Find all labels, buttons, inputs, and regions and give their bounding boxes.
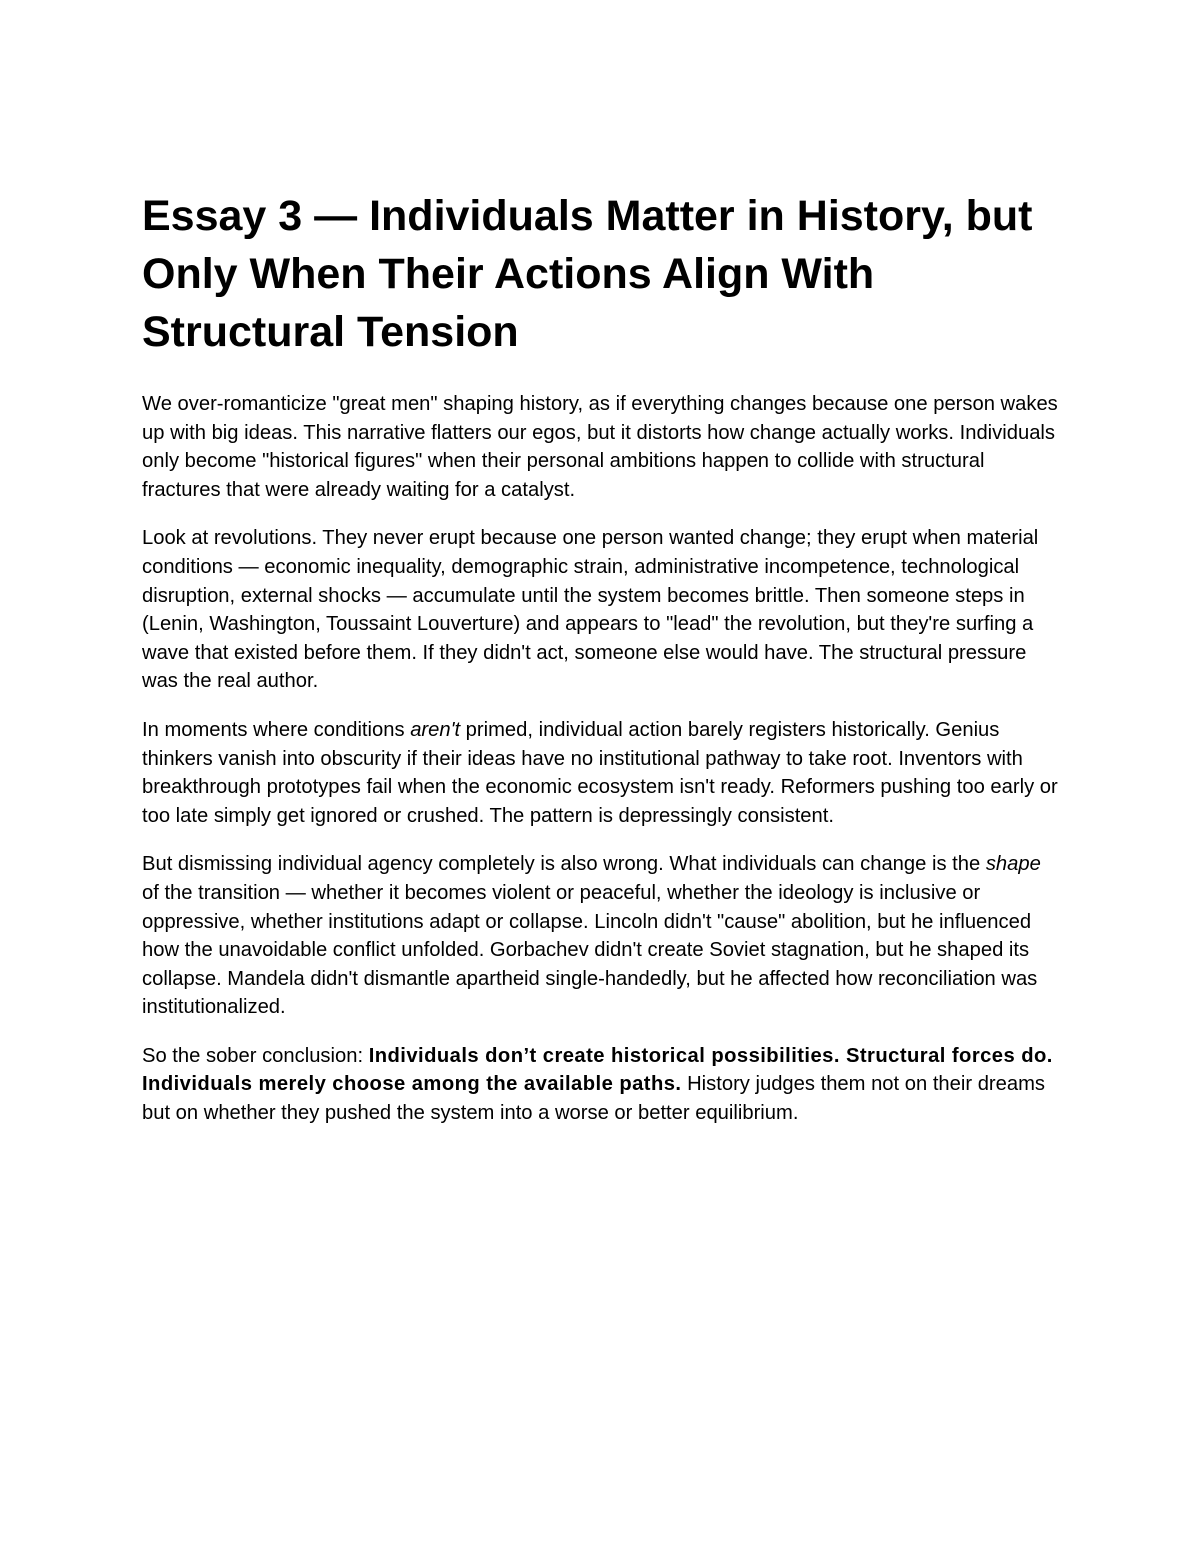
paragraph-4-text-end: of the transition — whether it becomes violent or peaceful, whether the ideology is inclusive or oppressive, whether institutions adapt or collapse. Lincoln didn't "cause" abolition, but he influenced how the unavoidable conflict unfolded. Gorbachev didn't create Soviet stagnation, but he shaped its collapse. Mandela didn't dismantle apartheid single-handedly, but he affected how reconciliation was institutionalized. (142, 881, 1038, 1019)
essay-body (142, 187, 1062, 1148)
paragraph-3-text-start: In moments where conditions (142, 718, 411, 741)
paragraph-5 (142, 1042, 1062, 1128)
paragraph-5-text-end: History judges them not on their dreams but on whether they pushed the system into a worse or better equilibrium. (142, 1073, 1046, 1125)
paragraph-3 (142, 716, 1062, 830)
paragraph-4-text-start: But dismissing individual agency completely is also wrong. What individuals can change is the (142, 853, 986, 876)
paragraph-5-bold-conclusion: Individuals don’t create historical possibilities. Structural forces do. Individuals merely choose among the available paths. (142, 1044, 1053, 1096)
paragraph-3-text-end: primed, individual action barely registers historically. Genius thinkers vanish into obscurity if their ideas have no institutional pathway to take root. Inventors with breakthrough prototypes fail when the economic ecosystem isn't ready. Reformers pushing too early or too late simply get ignored or crushed. The pattern is depressingly consistent. (142, 718, 1058, 827)
paragraph-1: We over-romanticize "great men" shaping history, as if everything changes because one person wakes up with big ideas. This narrative flatters our egos, but it distorts how change actually works. Individuals only become "historical figures" when their personal ambitions happen to collide with structural fractures that were already waiting for a catalyst. (142, 393, 1058, 501)
paragraph-3-italic: aren't (410, 718, 461, 741)
paragraph-2: Look at revolutions. They never erupt because one person wanted change; they erupt when material conditions — economic inequality, demographic strain, administrative incompetence, technological disruption, external shocks — accumulate until the system becomes brittle. Then someone steps in (Lenin, Washington, Toussaint Louverture) and appears to "lead" the revolution, but they're surfing a wave that existed before them. If they didn't act, someone else would have. The structural pressure was the real author. (142, 527, 1039, 693)
paragraph-4 (142, 850, 1062, 1022)
paragraph-4-italic: shape (985, 853, 1041, 876)
essay-title: Essay 3 — Individuals Matter in History, but Only When Their Actions Align With Structural Tension (142, 192, 1033, 356)
paragraph-5-text-start: So the sober conclusion: (142, 1044, 369, 1067)
